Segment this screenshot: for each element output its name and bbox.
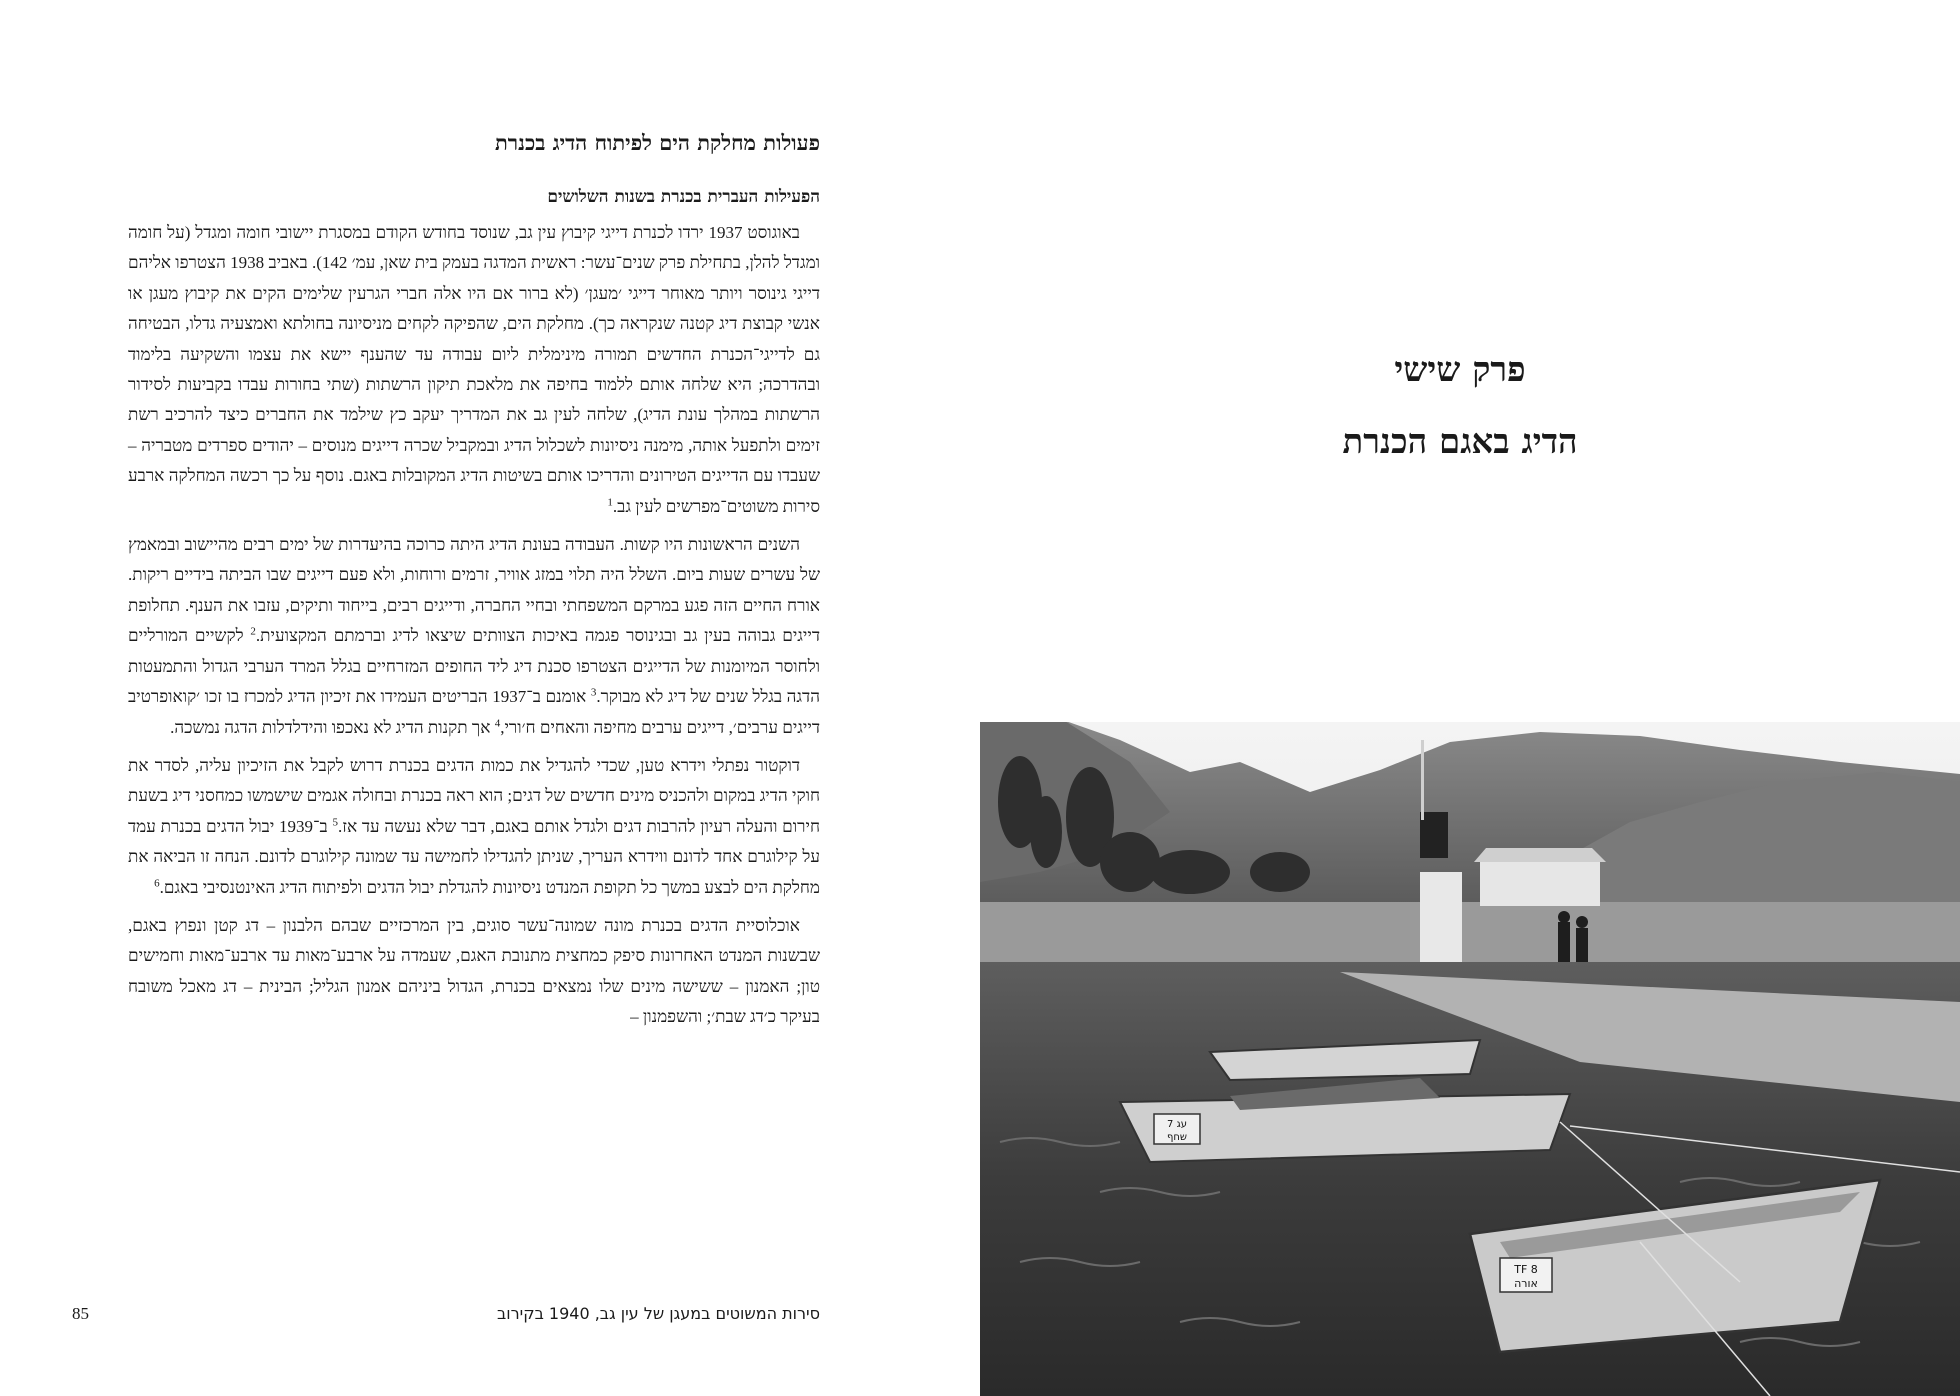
footnote-marker: 1 [607, 496, 613, 508]
paragraph-4-text: אוכלוסיית הדגים בכנרת מונה שמונה־עשר סוגים, בין המרכזיים שבהם הלבנון – דג קטן ונפוץ באגם, שבשנות המנדט האחרונות סיפק כמחצית מתנובת האגם, שעמדה על ארבע־מאות עד ארבע־מאות וחמישים טון; האמנון – ששישה מינים שלו נמצאים בכנרת, הגדול ביניהם אמנון הגליל; הבינית – דג מאכל משובח בעיקר כ׳דג שבת׳; והשפמנון – [128, 915, 820, 1027]
paragraph-3-text-a: דוקטור נפתלי וידרא טען, שכדי להגדיל את כמות הדגים בכנרת דרוש לקבל את הזיכיון עליה, לסדר את חוקי הדיג במקום ולהכניס מינים חדשים של דגים; הוא ראה בכנרת ובחולה אגמים שישמשו כמחסני דיג בשעת חירום והעלה רעיון להרבות דגים ולגדל אותם באגם, דבר שלא נעשה עד אז. [128, 755, 821, 836]
footnote-marker: 4 [494, 716, 501, 729]
paragraph-1-text: באוגוסט 1937 ירדו לכנרת דייגי קיבוץ עין גב, שנוסד בחודש הקודם במסגרת יישובי חומה ומגדל (על חומה ומגדל להלן, בתחילת פרק שנים־עשר: ראשית המדגה בעמק בית שאן, עמ׳ 142). באביב 1938 הצטרפו אליהם דייגי גינוסר ויותר מאוחר דייגי ׳מעגן׳ (לא ברור אם היו אלה חברי הגרעין שלימים הקים את קיבוץ מעגן או אנשי קבוצת דיג קטנה שנקראה כך). מחלקת הים, שהפיקה לקחים מניסיונה בחולתא ואמצעיה גדלו, הבטיחה גם לדייגי־הכנרת החדשים תמורה מינימלית ליום עבודה עד שהענף יישא את עצמו והשקיעה בלימוד ובהדרכה; היא שלחה אותם ללמוד בחיפה את מלאכת תיקון הרשתות (שתי בחורות עבדו בקביעות לסידור הרשתות במהלך עונת הדיג), שלחה לעין גב את המדריך יעקב כץ שילמד את החברים כיצד להרכיב רשת זימים ולתפעל אותה, מימנה ניסיונות לשכלול הדיג ובמקביל שכרה דייגים מנוסים – יהודים ספרדים מטבריה – שעבדו עם הדייגים הטירונים והדריכו אותם בשיטות הדיג המקובלות באגם. נוסף על כך רכשה המחלקה ארבע סירות משוטים־מפרשים לעין גב. [128, 223, 821, 516]
house [1480, 862, 1600, 906]
footnote-marker: 2 [250, 625, 256, 638]
paragraph-3-text-b: ב־1939 יבול הדגים בכנרת עמד על קילוגרם אחד לדונם ווידרא העריך, שניתן להגדילו לחמישה עד שמונה קילוגרם לדונם. הנחה זו הביאה את מחלקת הים לבצע במשך כל תקופת המנדט ניסיונות להגדלת יבול הדגים ולפיתוח הדיג האינטנסיבי באגם. [128, 816, 820, 897]
page-number: 85 [72, 1304, 89, 1323]
subsection-title: הפעילות העברית בכנרת בשנות השלושים [547, 187, 820, 207]
boat-plate-1-text: עג 7 [1167, 1119, 1187, 1130]
paragraph-2-text-d: אך תקנות הדיג לא נאכפו והידלדלות הדגה נמשכה. [170, 717, 495, 737]
chapter-label: פרק שישי [1394, 350, 1526, 390]
paragraph-2-text-b: לקשיים המורליים ולחוסר המיומנות של הדייגים הצטרפו סכנת דיג ליד החופים המזרחיים בגלל המרד הערבי הגדול והתמעטות הדגה בגלל שנים של דיג לא מבוקר. [128, 626, 820, 707]
shore [980, 902, 1960, 962]
chapter-title: הדיג באגם הכנרת [1342, 422, 1578, 462]
paragraph-3 [128, 751, 820, 903]
kinneret-harbor-photo [980, 722, 1960, 1396]
paragraph-2-text-c: אומנם ב־1937 הבריטים העמידו את זיכיון הדיג למכרז בו זכו ׳קואופרטיב דייגים ערבים׳, דייגים ערבים מחיפה והאחים ח׳ורי, [128, 687, 820, 737]
tower-top [1420, 812, 1448, 858]
paragraph-1 [128, 218, 820, 522]
paragraph-4 [128, 911, 820, 1033]
footnote-marker: 3 [590, 686, 597, 699]
watch-post [1420, 872, 1462, 962]
boat-plate-1-text-b: שחף [1166, 1132, 1188, 1143]
left-page-text [128, 128, 820, 1041]
photo-caption: סירות המשוטים במעגן של עין גב, 1940 בקירוב [497, 1304, 820, 1323]
house-roof [1474, 848, 1606, 862]
paragraph-2-text-a: השנים הראשונות היו קשות. העבודה בעונת הדיג היתה כרוכה בהיעדרות של ימים רבים מהיישוב ובמאמץ של עשרים שעות ביום. השלל היה תלוי במזג אוויר, זרמים ורוחות, ולא פעם דייגים שבו הביתה בידיים ריקות. אורח החיים הזה פגע במרקם המשפחתי ובחיי החברה, ודייגים רבים, בייחוד ותיקים, עזבו את הענף. תחלופת דייגים גבוהה בעין גב ובגינוסר פגמה באיכות הצוותים שיצאו לדיג וברמתם המקצועית. [128, 535, 821, 646]
photo-illustration [980, 722, 1960, 1396]
footnote-marker: 5 [332, 816, 338, 829]
flag-pole [1421, 740, 1424, 820]
boat-plate-2-text-b: אורה [1514, 1277, 1538, 1290]
paragraph-2 [128, 530, 820, 743]
section-title: פעולות מחלקת הים לפיתוח הדיג בכנרת [495, 130, 820, 155]
boat-plate-2-text: TF 8 [1514, 1263, 1538, 1276]
footnote-marker: 6 [154, 876, 160, 889]
